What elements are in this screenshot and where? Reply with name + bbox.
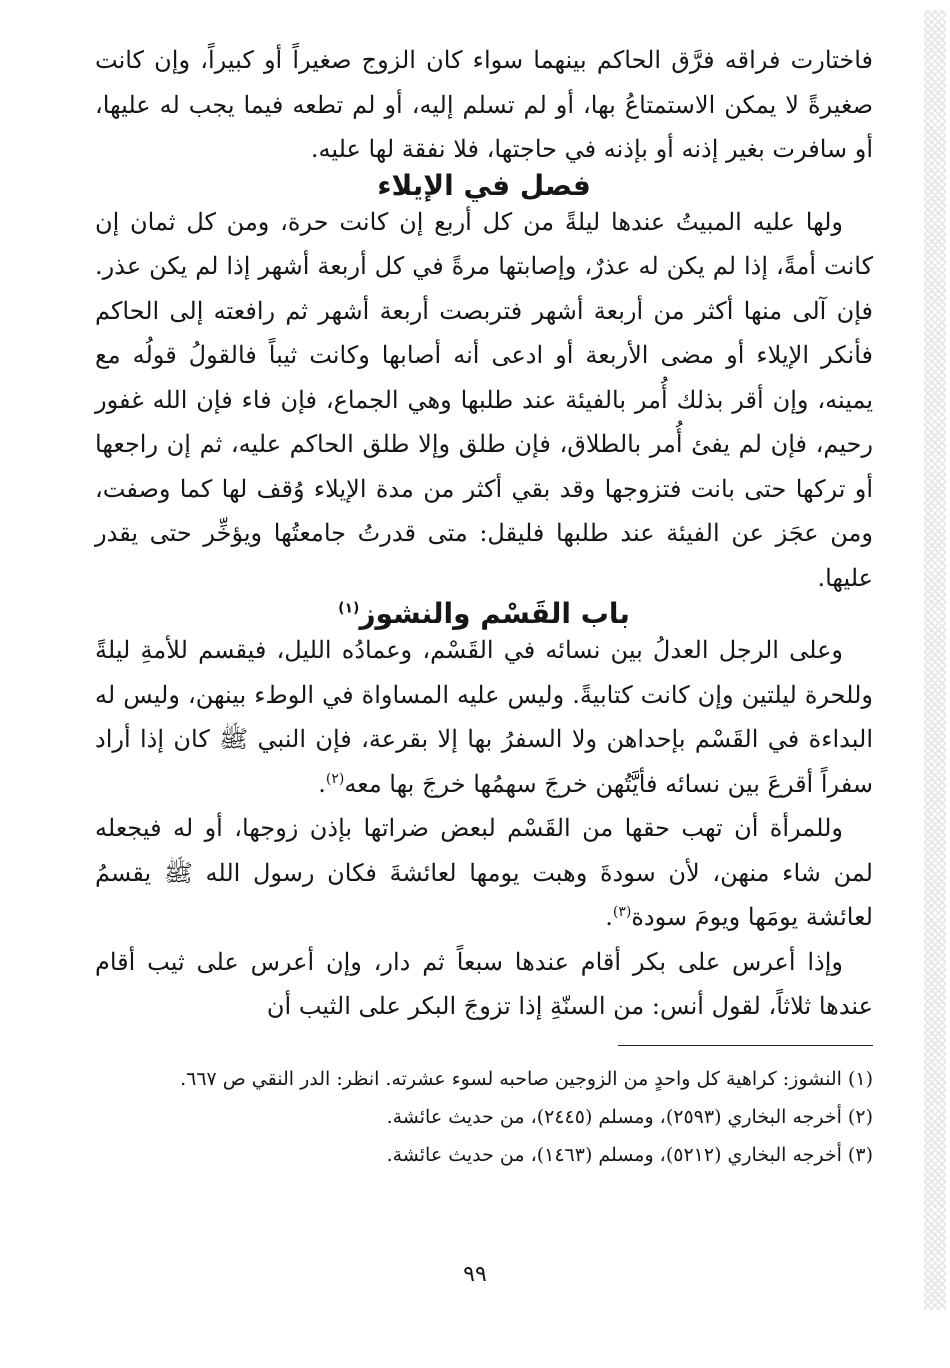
footnote-1: (١) النشوز: كراهية كل واحدٍ من الزوجين صاحبه لسوء عشرته. انظر: الدر النقي ص ٦٦٧. (180, 1067, 873, 1090)
page-number: ٩٩ (463, 1262, 487, 1287)
qasm-paragraph-2: وللمرأة أن تهب حقها من القَسْم لبعض ضراتها بإذن زوجها، أو له فيجعله لمن شاء منهن، لأن سودةَ وهبت يومها لعائشةَ فكان رسول الله ﷺ يقسمُ لعائشة يومَها ويومَ سودة$^{(٣)}$. (95, 814, 873, 931)
qasm-paragraph-1-text: وعلى الرجل العدلُ بين نسائه في القَسْم، وعمادُه الليل، فيقسم للأمةِ ليلةً وللحرة ليلتين وإن كانت كتابيةً. وليس عليه المساواة في الوطء بينهن، وليس له البداءة في القَسْم بإحداهن ولا السفرُ بها إلا بقرعة، فإن النبي ﷺ كان إذا أراد سفراً أقرعَ بين نسائه فأيَّتُهن خرجَ سهمُها خرجَ بها معه (95, 636, 873, 798)
footnote-ref-2: (٢) (325, 770, 345, 787)
qasm-paragraph-1: وعلى الرجل العدلُ بين نسائه في القَسْم، وعمادُه الليل، فيقسم للأمةِ ليلةً وللحرة ليلتين وإن كانت كتابيةً. وليس عليه المساواة في الوطء بينهن، وليس له البداءة في القَسْم بإحداهن ولا السفرُ بها إلا بقرعة، فإن النبي ﷺ كان إذا أراد سفراً أقرعَ بين نسائه فأيَّتُهن خرجَ سهمُها خرجَ بها معه$^{(٢)}$. (95, 636, 873, 798)
section-heading-ila: فصل في الإيلاء (377, 168, 591, 202)
footnote-ref-3: (٣) (612, 904, 632, 920)
footnote-separator (618, 1045, 873, 1046)
section-heading-qasm (95, 597, 873, 630)
intro-paragraph: فاختارت فراقه فرَّق الحاكم بينهما سواء كان الزوج صغيراً أو كبيراً، وإن كانت صغيرةً لا يمكن الاستمتاعُ بها، أو لم تسلم إليه، أو لم تطعه فيما يجب له عليها، أو سافرت بغير إذنه أو بإذنه في حاجتها، فلا نفقة لها عليه. (95, 46, 873, 163)
qasm-paragraph-3: وإذا أعرس على بكر أقام عندها سبعاً ثم دار، وإن أعرس على ثيب أقام عندها ثلاثاً، لقول أنس: من السنّةِ إذا تزوجَ البكر على الثيب أن (95, 947, 873, 1020)
page-edge-texture (924, 10, 946, 1310)
section-ila-paragraph: ولها عليه المبيتُ عندها ليلةً من كل أربع إن كانت حرة، ومن كل ثمان إن كانت أمةً، إذا لم يكن له عذرٌ، وإصابتها مرةً في كل أربعة أشهر إذا لم يكن عذر. فإن آلى منها أكثر من أربعة أشهر فتربصت أربعة أشهر ثم رافعته إلى الحاكم فأنكر الإيلاء أو مضى الأربعة أو ادعى أنه أصابها وكانت ثيباً فالقولُ قولُه مع يمينه، وإن أقر بذلك أُمر بالفيئة عند طلبها وهي الجماع، فإن فاء فإن الله غفور رحيم، فإن لم يفئ أُمر بالطلاق، فإن طلق وإلا طلق الحاكم عليه، ثم إن راجعها أو تركها حتى بانت فتزوجها وقد بقي أكثر من مدة الإيلاء وُقف لها كما وصفت، ومن عجَز عن الفيئة عند طلبها فليقل: متى قدرتُ جامعتُها ويؤخِّر حتى يقدر عليها. (95, 207, 873, 592)
footnote-3: (٣) أخرجه البخاري (٥٢١٢)، ومسلم (١٤٦٣)، من حديث عائشة. (386, 1143, 873, 1166)
document-page (95, 38, 873, 1174)
section-heading-qasm-text: باب القَسْم والنشوز (359, 597, 630, 630)
footnote-ref-1: (١) (338, 600, 360, 617)
footnote-2: (٢) أخرجه البخاري (٢٥٩٣)، ومسلم (٢٤٤٥)، من حديث عائشة. (386, 1105, 873, 1128)
qasm-paragraph-2-text: وللمرأة أن تهب حقها من القَسْم لبعض ضراتها بإذن زوجها، أو له فيجعله لمن شاء منهن، لأن سودةَ وهبت يومها لعائشةَ فكان رسول الله ﷺ يقسمُ لعائشة يومَها ويومَ سودة (95, 814, 873, 931)
